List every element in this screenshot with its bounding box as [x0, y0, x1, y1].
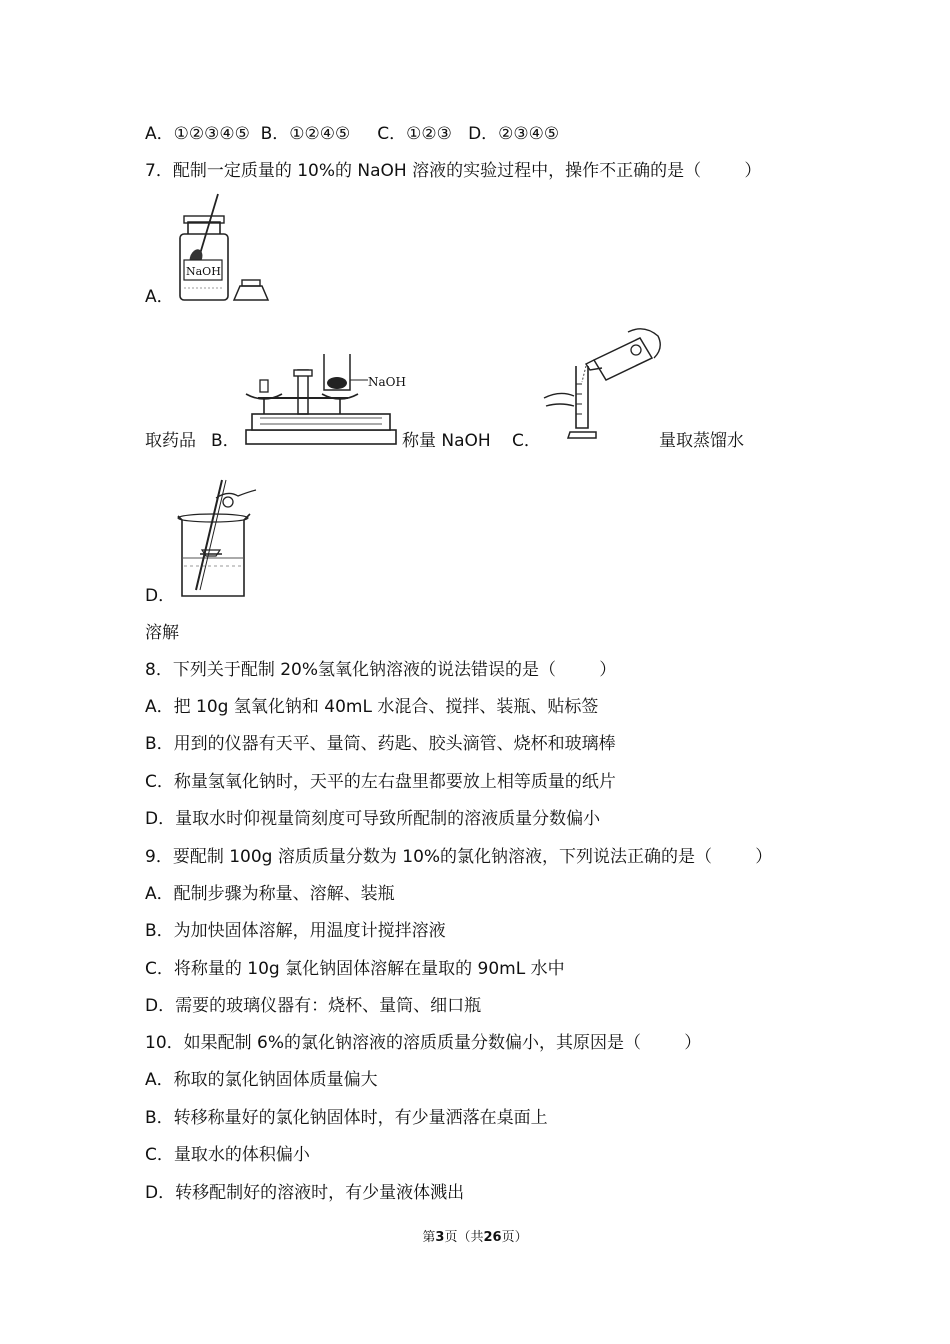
balance-figure [240, 350, 406, 448]
q7-stem: 7．配制一定质量的 10%的 NaOH 溶液的实验过程中，操作不正确的是（ ） [145, 161, 762, 181]
q10-option-b: B．转移称量好的氯化钠固体时，有少量洒落在桌面上 [145, 1108, 548, 1128]
balance-label: NaOH [368, 375, 406, 389]
q8-option-b: B．用到的仪器有天平、量筒、药匙、胶头滴管、烧杯和玻璃棒 [145, 734, 616, 754]
footer-suffix: 页） [501, 1230, 528, 1245]
q10-option-d: D．转移配制好的溶液时，有少量液体溅出 [145, 1183, 465, 1203]
beaker-figure [172, 476, 264, 600]
q7-option-c-caption: 量取蒸馏水 [659, 431, 744, 451]
q7-option-d-letter: D． [145, 586, 176, 606]
q10-option-a: A．称取的氯化钠固体质量偏大 [145, 1070, 378, 1090]
footer-total-pages: 26 [483, 1230, 502, 1245]
q7-option-d-caption: 溶解 [145, 623, 179, 643]
footer-prefix: 第 [422, 1230, 436, 1245]
q9-option-b: B．为加快固体溶解，用温度计搅拌溶液 [145, 921, 446, 941]
footer-page-number: 3 [435, 1230, 445, 1245]
q7-option-b-caption: 称量 NaOH [402, 431, 491, 451]
page-footer [0, 1226, 950, 1245]
q7-option-a-caption: 取药品 [145, 431, 196, 451]
bottle-label: NaOH [186, 265, 221, 278]
q10-stem: 10．如果配制 6%的氯化钠溶液的溶质质量分数偏小，其原因是（ ） [145, 1033, 702, 1053]
q8-stem: 8．下列关于配制 20%氢氧化钠溶液的说法错误的是（ ） [145, 660, 617, 680]
q8-option-c: C．称量氢氧化钠时，天平的左右盘里都要放上相等质量的纸片 [145, 772, 616, 792]
q6-options: A．①②③④⑤ B．①②④⑤ C．①②③ D．②③④⑤ [145, 124, 560, 144]
reagent-bottle-figure [170, 192, 280, 304]
q9-stem: 9．要配制 100g 溶质质量分数为 10%的氯化钠溶液，下列说法正确的是（ ） [145, 847, 773, 867]
q9-option-d: D．需要的玻璃仪器有：烧杯、量筒、细口瓶 [145, 996, 482, 1016]
q9-option-c: C．将称量的 10g 氯化钠固体溶解在量取的 90mL 水中 [145, 959, 565, 979]
q8-option-d: D．量取水时仰视量筒刻度可导致所配制的溶液质量分数偏小 [145, 809, 601, 829]
q8-option-a: A．把 10g 氢氧化钠和 40mL 水混合、搅拌、装瓶、贴标签 [145, 697, 599, 717]
q7-option-b-letter: B． [211, 431, 240, 451]
q10-option-c: C．量取水的体积偏小 [145, 1145, 310, 1165]
q9-option-a: A．配制步骤为称量、溶解、装瓶 [145, 884, 395, 904]
footer-middle: 页（共 [444, 1230, 484, 1245]
q7-option-a-letter: A． [145, 287, 174, 307]
graduated-cylinder-figure [540, 324, 666, 446]
q7-option-c-letter: C． [512, 431, 541, 451]
